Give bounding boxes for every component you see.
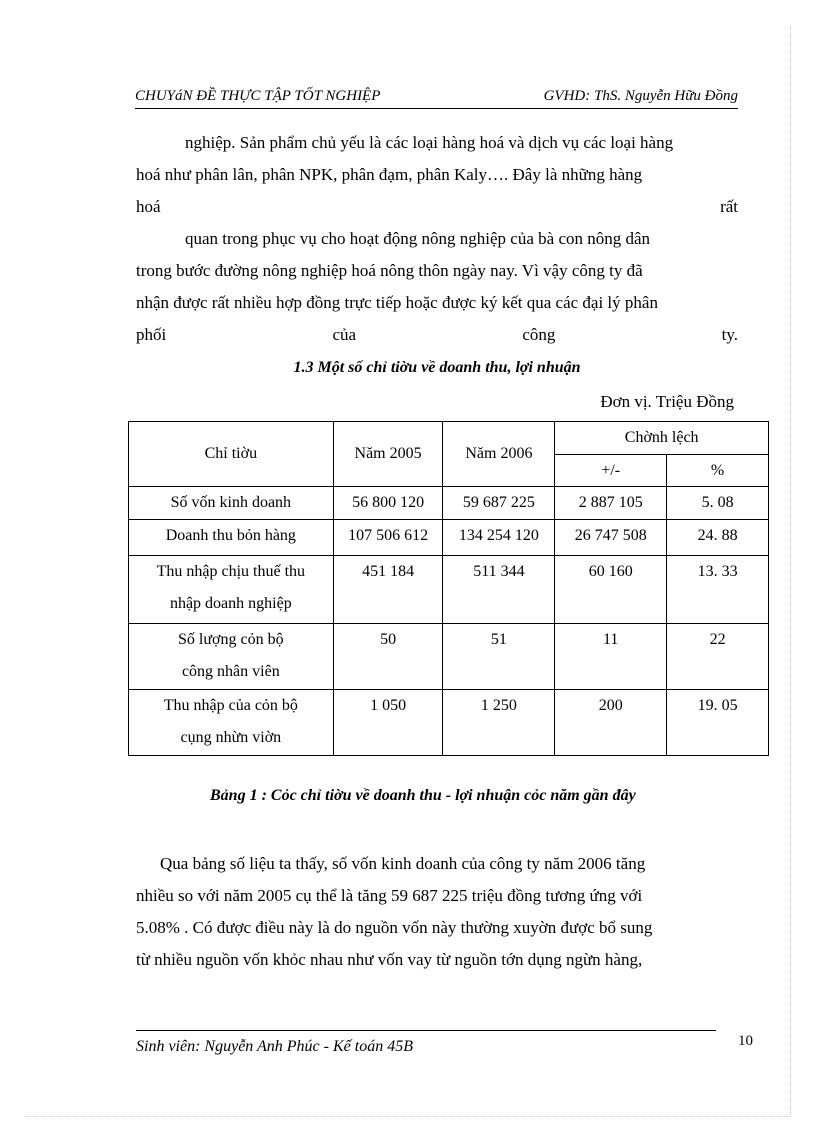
cell-2006: 1 250 bbox=[480, 697, 517, 714]
cell-indicator-line1: Thu nhập chịu thuế thu bbox=[156, 563, 306, 580]
cell-diff: 200 bbox=[598, 697, 623, 714]
table-row bbox=[129, 487, 769, 520]
cell-2005: 1 050 bbox=[370, 697, 407, 714]
header-supervisor: GVHD: ThS. Nguyễn Hữu Đồng bbox=[543, 88, 738, 104]
unit-label: Đơn vị. Triệu Đồng bbox=[600, 392, 734, 411]
cell-indicator-line2: nhập doanh nghiệp bbox=[169, 595, 292, 612]
page-number: 10 bbox=[738, 1033, 753, 1049]
footer-rule bbox=[136, 1030, 716, 1031]
table-row bbox=[129, 520, 769, 556]
text-line bbox=[136, 319, 738, 351]
header-title: CHUYáN ĐỀ THỰC TẬP TỐT NGHIỆP bbox=[135, 88, 381, 104]
revenue-profit-table bbox=[128, 421, 769, 756]
section-title: 1.3 Một số chỉ tiờu về doanh thu, lợi nhuận bbox=[293, 359, 581, 376]
text-line: nghiệp. Sản phẩm chủ yếu là các loại hàng hoá và dịch vụ các loại hàng bbox=[185, 133, 674, 152]
text-line: 5.08% . Có được điều này là do nguồn vốn này thường xuyờn được bổ sung bbox=[136, 918, 653, 937]
cell-indicator-line1: Số lượng cỏn bộ bbox=[178, 631, 284, 648]
text-line: hoá như phân lân, phân NPK, phân đạm, phân Kaly…. Đây là những hàng bbox=[136, 165, 643, 184]
header-percent: % bbox=[667, 455, 769, 487]
text-line: từ nhiều nguồn vốn khỏc nhau như vốn vay từ nguồn tớn dụng ngừn hàng, bbox=[136, 950, 643, 969]
paragraph-analysis bbox=[136, 848, 738, 976]
cell-2006: 134 254 120 bbox=[458, 527, 539, 544]
cell-2005: 50 bbox=[380, 631, 397, 648]
cell-diff: 2 887 105 bbox=[578, 494, 643, 511]
cell-2006: 51 bbox=[490, 631, 507, 648]
paragraph-products bbox=[136, 127, 738, 351]
cell-indicator: Doanh thu bỏn hàng bbox=[165, 527, 296, 544]
text-line: nhiều so với năm 2005 cụ thể là tăng 59 687 225 triệu đồng tương ứng với bbox=[136, 886, 643, 905]
text-line: quan trong phục vụ cho hoạt động nông nghiệp của bà con nông dân bbox=[185, 229, 651, 248]
header-plus-minus: +/- bbox=[555, 455, 667, 487]
table-header-row bbox=[129, 422, 769, 455]
text-line: trong bước đường nông nghiệp hoá nông thôn ngày nay. Vì vậy công ty đã bbox=[136, 261, 643, 280]
cell-indicator-line2: công nhân viên bbox=[181, 663, 280, 680]
table-row bbox=[129, 624, 769, 690]
header-2006: Năm 2006 bbox=[443, 422, 555, 487]
text-line: nhận được rất nhiều hợp đồng trực tiếp hoặc được ký kết qua các đại lý phân bbox=[136, 293, 658, 312]
footer-student: Sinh viên: Nguyễn Anh Phúc - Kế toán 45B bbox=[136, 1038, 413, 1055]
cell-percent: 24. 88 bbox=[697, 527, 738, 544]
word: ty. bbox=[721, 325, 738, 344]
text-line bbox=[136, 191, 738, 223]
cell-indicator-line2: cụng nhừn viờn bbox=[180, 729, 282, 746]
cell-percent: 19. 05 bbox=[697, 697, 738, 714]
table-row bbox=[129, 690, 769, 756]
cell-indicator-line1: Thu nhập của cỏn bộ bbox=[163, 697, 298, 714]
text-line: Qua bảng số liệu ta thấy, số vốn kinh doanh của công ty năm 2006 tăng bbox=[160, 854, 646, 873]
table-row bbox=[129, 556, 769, 624]
word: rất bbox=[720, 197, 738, 216]
cell-indicator: Số vốn kinh doanh bbox=[170, 494, 292, 511]
table-caption: Bảng 1 : Cỏc chỉ tiờu về doanh thu - lợi nhuận cỏc năm gần đây bbox=[210, 787, 636, 804]
word: hoá bbox=[136, 197, 161, 216]
page-header bbox=[135, 86, 738, 109]
cell-2006: 511 344 bbox=[473, 563, 525, 580]
word: phối bbox=[136, 325, 167, 344]
word: công bbox=[522, 325, 556, 344]
cell-2006: 59 687 225 bbox=[462, 494, 535, 511]
cell-2005: 451 184 bbox=[362, 563, 415, 580]
word: của bbox=[332, 325, 357, 344]
cell-percent: 22 bbox=[709, 631, 726, 648]
header-difference: Chờnh lệch bbox=[555, 422, 769, 455]
header-2005: Năm 2005 bbox=[333, 422, 443, 487]
header-indicator: Chỉ tiờu bbox=[129, 422, 334, 487]
cell-percent: 13. 33 bbox=[697, 563, 738, 580]
cell-diff: 11 bbox=[603, 631, 619, 648]
cell-2005: 107 506 612 bbox=[348, 527, 429, 544]
cell-diff: 26 747 508 bbox=[574, 527, 647, 544]
cell-2005: 56 800 120 bbox=[352, 494, 425, 511]
cell-diff: 60 160 bbox=[588, 563, 633, 580]
cell-percent: 5. 08 bbox=[701, 494, 734, 511]
